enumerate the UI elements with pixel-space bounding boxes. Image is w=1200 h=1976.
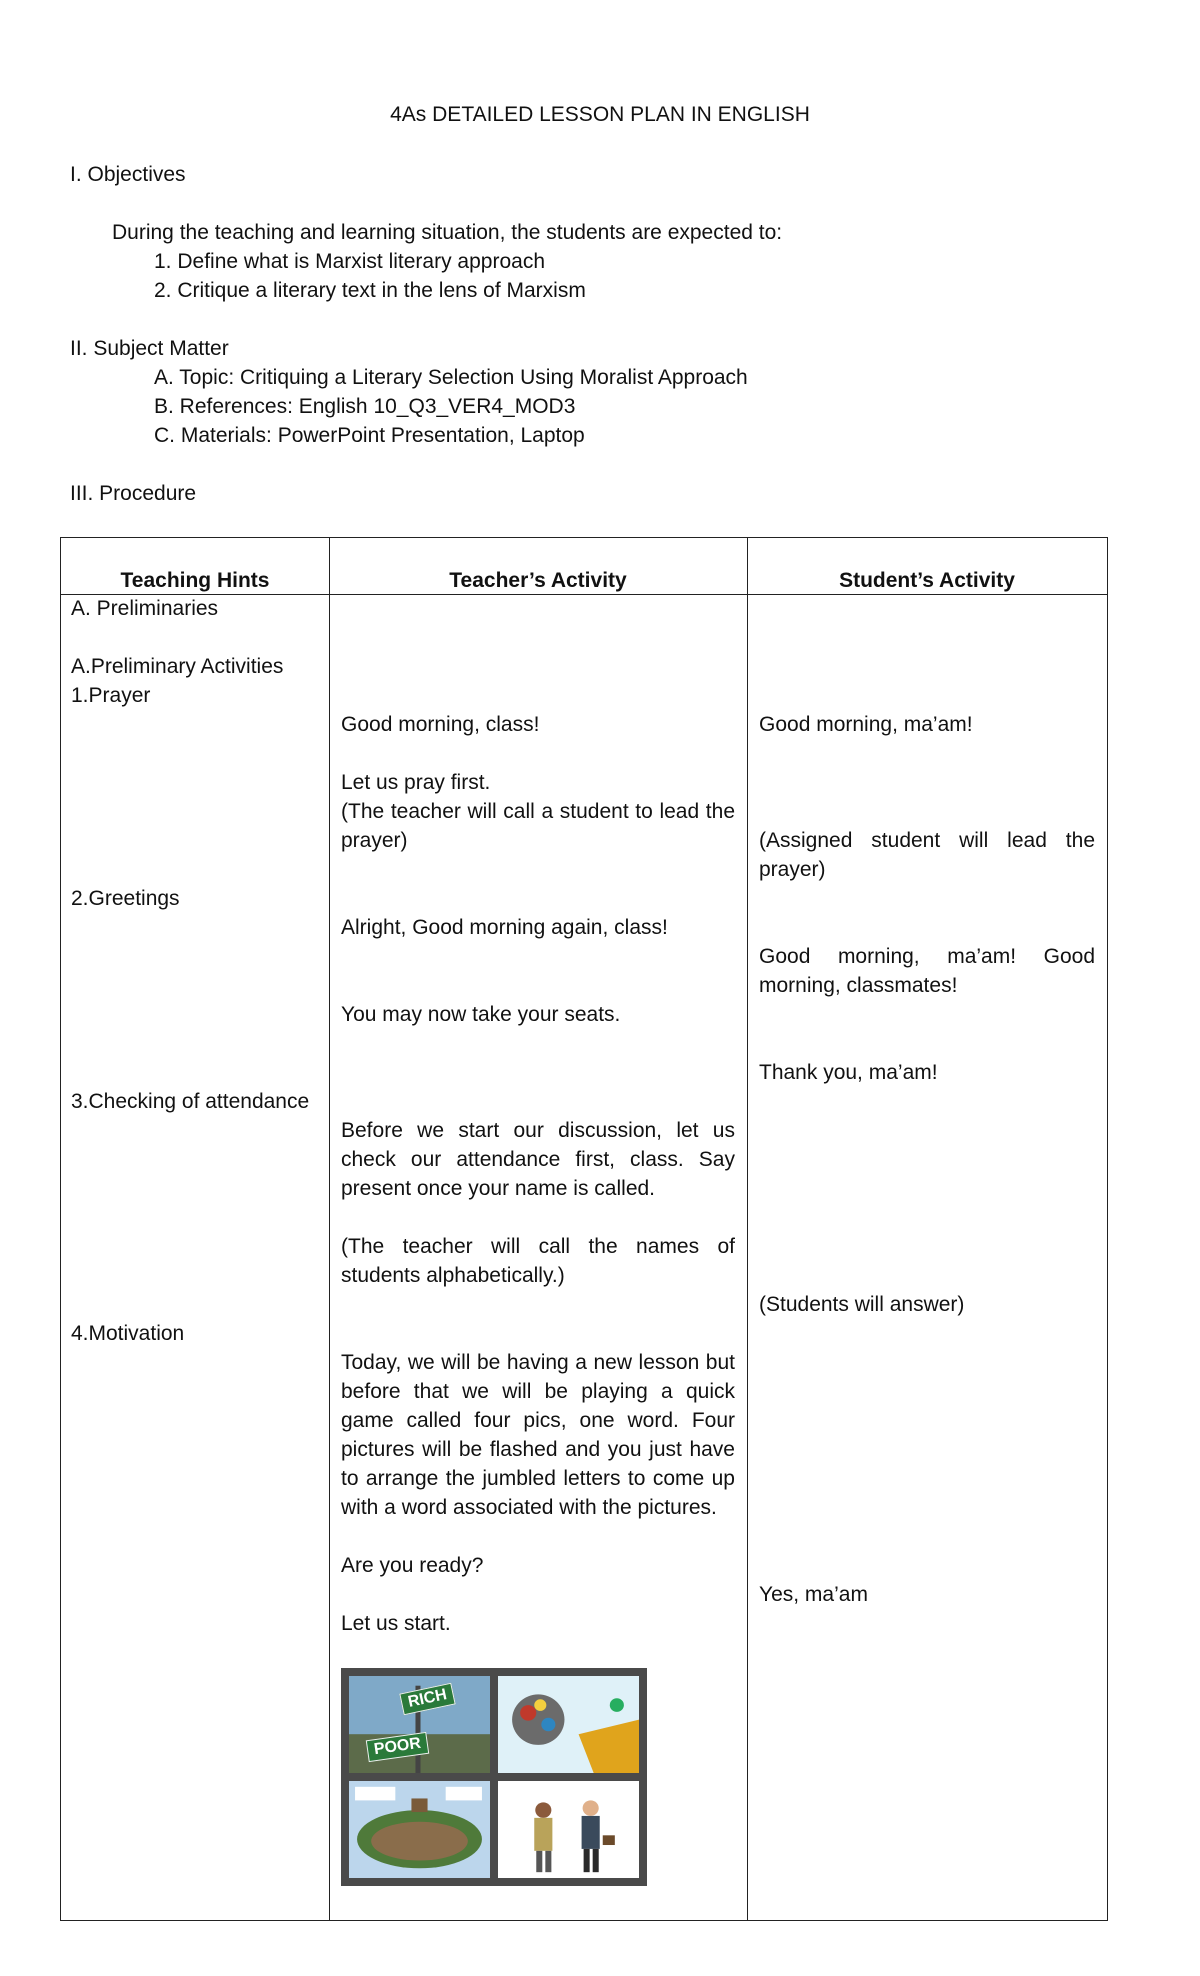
student-greet-classmates: Good morning, ma’am! Good morning, classmates! bbox=[759, 945, 1095, 997]
subject-matter-heading: II. Subject Matter bbox=[70, 337, 229, 360]
teacher-game-intro: Today, we will be having a new lesson but before that we will be playing a quick game called four pics, one word. Four pictures will be flashed and you just have to arrange the jumbled letters to come up with a word associated with the pictures. bbox=[341, 1351, 735, 1519]
hint-motivation: 4.Motivation bbox=[71, 1322, 185, 1345]
column-divider bbox=[747, 538, 748, 1920]
header-student-activity: Student’s Activity bbox=[839, 569, 1015, 592]
two-men-picture bbox=[498, 1781, 639, 1878]
hint-prayer: 1.Prayer bbox=[71, 684, 151, 707]
student-lead-prayer: (Assigned student will lead the prayer) bbox=[759, 829, 1095, 881]
hint-attendance: 3.Checking of attendance bbox=[71, 1090, 310, 1113]
student-yes: Yes, ma’am bbox=[759, 1583, 868, 1606]
objective-item: 2. Critique a literary text in the lens of Marxism bbox=[154, 279, 586, 302]
header-teaching-hints: Teaching Hints bbox=[120, 569, 270, 592]
teacher-pray-first: Let us pray first. bbox=[341, 771, 491, 794]
sign-poor: POOR bbox=[366, 1732, 430, 1762]
subject-matter-item: B. References: English 10_Q3_VER4_MOD3 bbox=[154, 395, 576, 418]
procedure-table bbox=[60, 537, 1108, 1921]
subject-matter-item: A. Topic: Critiquing a Literary Selection Using Moralist Approach bbox=[154, 366, 748, 389]
teacher-call-names: (The teacher will call the names of students alphabetically.) bbox=[341, 1235, 735, 1287]
objectives-intro: During the teaching and learning situation, the students are expected to: bbox=[112, 221, 783, 244]
four-pics-collage bbox=[341, 1668, 647, 1886]
objectives-heading: I. Objectives bbox=[70, 163, 186, 186]
sign-rich: RICH bbox=[399, 1683, 456, 1716]
teacher-good-morning-again: Alright, Good morning again, class! bbox=[341, 916, 668, 939]
teacher-take-seats: You may now take your seats. bbox=[341, 1003, 621, 1026]
teacher-ready: Are you ready? bbox=[341, 1554, 484, 1577]
procedure-heading: III. Procedure bbox=[70, 482, 197, 505]
student-thank-you: Thank you, ma’am! bbox=[759, 1061, 938, 1084]
header-teacher-activity: Teacher’s Activity bbox=[449, 569, 627, 592]
column-divider bbox=[329, 538, 330, 1920]
teacher-start: Let us start. bbox=[341, 1612, 451, 1635]
page-title: 4As DETAILED LESSON PLAN IN ENGLISH bbox=[390, 103, 810, 126]
hint-preliminaries: A. Preliminaries bbox=[71, 597, 219, 620]
student-good-morning: Good morning, ma’am! bbox=[759, 713, 973, 736]
hint-greetings: 2.Greetings bbox=[71, 887, 180, 910]
objective-item: 1. Define what is Marxist literary approach bbox=[154, 250, 545, 273]
pyramid-cartoon-picture bbox=[349, 1781, 490, 1878]
hint-preliminary-activities: A.Preliminary Activities bbox=[71, 655, 284, 678]
student-will-answer: (Students will answer) bbox=[759, 1293, 965, 1316]
teacher-call-student: (The teacher will call a student to lead the prayer) bbox=[341, 800, 735, 852]
teacher-good-morning: Good morning, class! bbox=[341, 713, 540, 736]
crowd-on-cliff-picture bbox=[498, 1676, 639, 1773]
rich-poor-signs-picture bbox=[349, 1676, 490, 1773]
subject-matter-item: C. Materials: PowerPoint Presentation, Laptop bbox=[154, 424, 585, 447]
teacher-attendance-intro: Before we start our discussion, let us check our attendance first, class. Say present once your name is called. bbox=[341, 1119, 735, 1200]
